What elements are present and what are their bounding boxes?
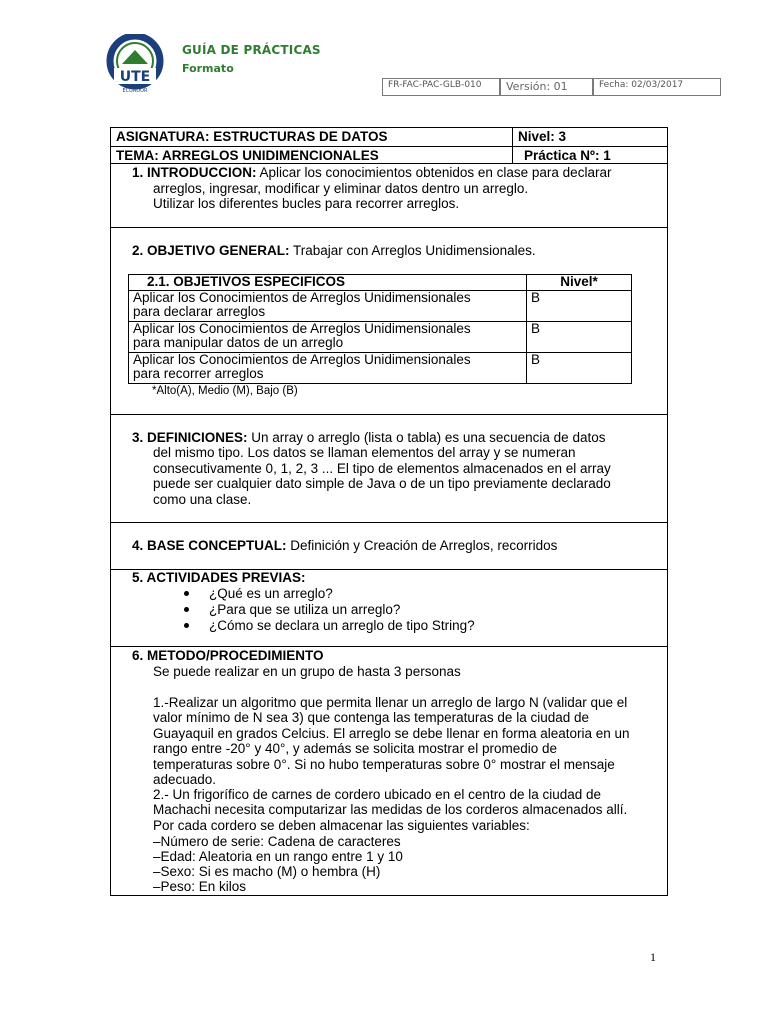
introduccion-heading: 1. INTRODUCCION: (132, 165, 257, 180)
definiciones-heading: 3. DEFINICIONES: (132, 430, 248, 445)
metodo-heading: 6. METODO/PROCEDIMIENTO (132, 648, 324, 663)
list-item: ¿Qué es un arreglo? (184, 586, 333, 602)
table-header-row (129, 275, 632, 291)
introduccion-line-1: 1. INTRODUCCION: Aplicar los conocimientos obtenidos en clase para declarar (132, 165, 612, 180)
document-version: Versión: 01 (500, 78, 593, 96)
bullet-icon (184, 591, 189, 596)
definiciones-line-1: 3. DEFINICIONES: Un array o arreglo (lista o tabla) es una secuencia de datos (132, 430, 606, 445)
ute-logo (100, 34, 170, 96)
level-footnote: *Alto(A), Medio (M), Bajo (B) (152, 385, 298, 397)
divider (110, 522, 668, 523)
asignatura-label: ASIGNATURA: ESTRUCTURAS DE DATOS (116, 129, 388, 144)
definiciones-line-5: como una clase. (153, 492, 252, 507)
divider (110, 227, 668, 228)
level-cell: B (527, 321, 632, 352)
level-cell: B (527, 290, 632, 321)
divider (110, 646, 668, 647)
introduccion-line-3: Utilizar los diferentes bucles para recorrer arreglos. (153, 196, 460, 211)
definiciones-line-2: del mismo tipo. Los datos se llaman elementos del array y se numeran (153, 445, 576, 460)
level-cell: B (527, 352, 632, 383)
table-header-nivel: Nivel* (527, 275, 632, 291)
header-title: GUÍA DE PRÁCTICAS (182, 43, 321, 57)
tema-label: TEMA: ARREGLOS UNIDIMENCIONALES (116, 148, 379, 163)
list-item: ¿Para que se utiliza un arreglo? (184, 602, 400, 618)
objetivo-general: 2. OBJETIVO GENERAL: Trabajar con Arreglos Unidimensionales. (132, 243, 536, 258)
objetivo-general-heading: 2. OBJETIVO GENERAL: (132, 243, 290, 258)
logo-subtext: ECUADOR (122, 88, 148, 94)
list-item: ¿Cómo se declara un arreglo de tipo String? (184, 618, 475, 634)
column-divider (512, 127, 513, 163)
nivel-label: Nivel: 3 (518, 129, 567, 144)
actividades-heading: 5. ACTIVIDADES PREVIAS: (132, 570, 306, 585)
definiciones-line-3: consecutivamente 0, 1, 2, 3 ... El tipo de elementos almacenados en el array (153, 461, 611, 476)
introduccion-line-2: arreglos, ingresar, modificar y eliminar datos dentro un arreglo. (153, 181, 529, 196)
base-conceptual-heading: 4. BASE CONCEPTUAL: (132, 538, 287, 553)
page-number: 1 (650, 950, 656, 964)
logo-text: UTE (119, 69, 151, 85)
table-row: Aplicar los Conocimientos de Arreglos Unidimensionales para recorrer arreglos B (129, 352, 632, 383)
bullet-icon (184, 607, 189, 612)
practica-label: Práctica Nº: 1 (524, 148, 611, 163)
bullet-icon (184, 623, 189, 628)
divider (110, 414, 668, 415)
document-code: FR-FAC-PAC-GLB-010 (382, 78, 500, 96)
table-row: Aplicar los Conocimientos de Arreglos Unidimensionales para declarar arreglos B (129, 290, 632, 321)
table-row: Aplicar los Conocimientos de Arreglos Unidimensionales para manipular datos de un arreglo B (129, 321, 632, 352)
table-header-objetivos: 2.1. OBJETIVOS ESPECIFICOS (129, 275, 527, 291)
divider (110, 146, 668, 147)
base-conceptual: 4. BASE CONCEPTUAL: Definición y Creación de Arreglos, recorridos (132, 538, 558, 553)
document-date: Fecha: 02/03/2017 (593, 78, 721, 96)
objetivos-table (128, 274, 632, 384)
header-subtitle: Formato (182, 62, 234, 75)
definiciones-line-4: puede ser cualquier dato simple de Java o de un tipo previamente declarado (153, 476, 611, 491)
